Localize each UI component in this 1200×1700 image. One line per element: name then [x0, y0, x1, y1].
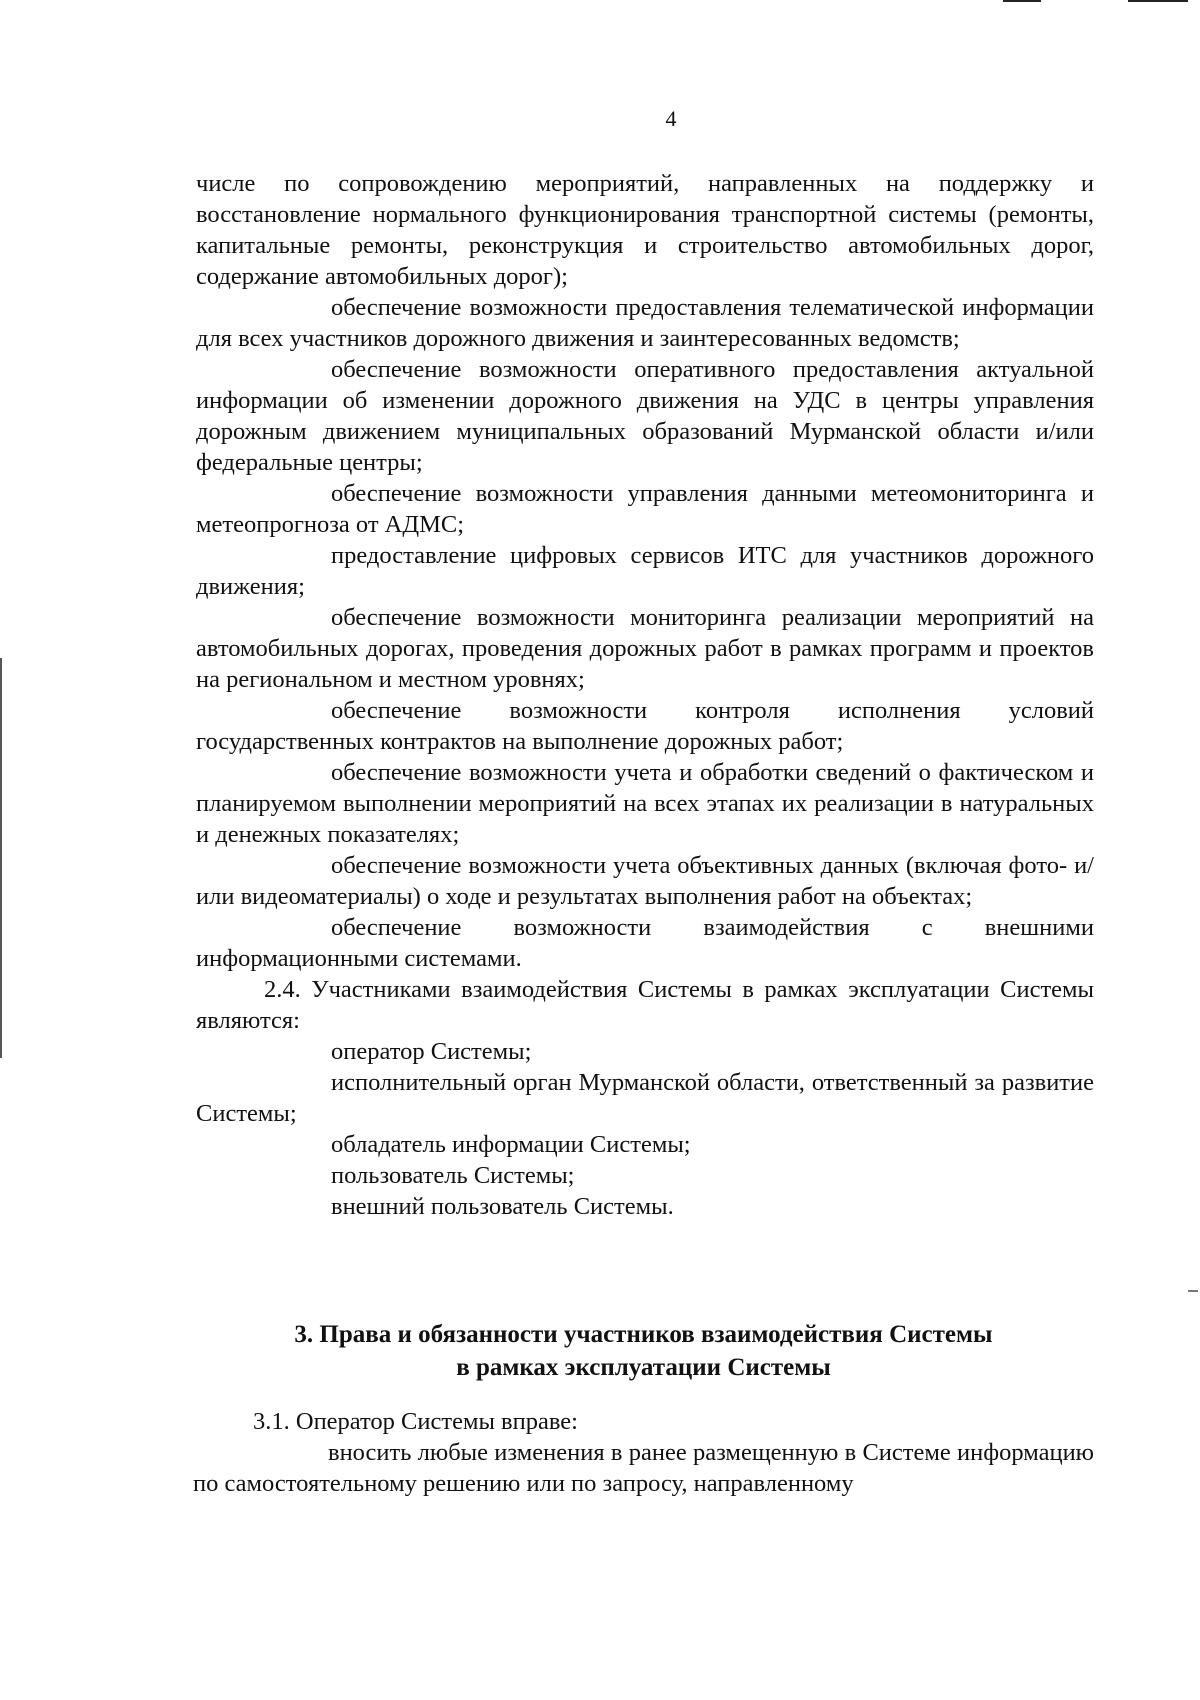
paragraph: обеспечение возможности учета и обработки сведений о фактическом и планируемом выполнении мероприятий на всех этапах их реализации в натуральных и денежных показателях;	[196, 759, 1094, 848]
scan-edge-mark	[1003, 0, 1041, 2]
page-number: 4	[665, 106, 677, 131]
paragraph: обеспечение возможности предоставления телематической информации для всех участников дорожного движения и заинтересованных ведомств;	[196, 294, 1094, 352]
list-item: пользователь Системы;	[331, 1162, 575, 1189]
paragraph: обеспечение возможности взаимодействия с внешними информационными системами.	[196, 914, 1094, 972]
list-item: оператор Системы;	[331, 1038, 532, 1065]
paragraph: 3.1. Оператор Системы вправе:	[253, 1408, 578, 1435]
section-body	[193, 1406, 1094, 1499]
scan-edge-mark	[0, 658, 2, 1058]
section-heading	[193, 1318, 1094, 1384]
paragraph: 2.4. Участниками взаимодействия Системы в рамках эксплуатации Системы являются:	[196, 976, 1094, 1034]
list-item: исполнительный орган Мурманской области, ответственный за развитие Системы;	[196, 1069, 1094, 1127]
list-item: обладатель информации Системы;	[331, 1131, 691, 1158]
paragraph: обеспечение возможности мониторинга реализации мероприятий на автомобильных дорогах, проведения дорожных работ в рамках программ и проектов на региональном и местном уровнях;	[196, 604, 1094, 693]
list-item: внешний пользователь Системы.	[331, 1193, 674, 1220]
section-heading-line-2: в рамках эксплуатации Системы	[456, 1354, 831, 1381]
scan-edge-mark	[1188, 1290, 1198, 1292]
paragraph: вносить любые изменения в ранее размещенную в Системе информацию по самостоятельному решению или по запросу, направленному	[193, 1439, 1094, 1497]
paragraph: обеспечение возможности контроля исполнения условий государственных контрактов на выполнение дорожных работ;	[196, 697, 1094, 755]
paragraph: предоставление цифровых сервисов ИТС для участников дорожного движения;	[196, 542, 1094, 600]
paragraph: обеспечение возможности оперативного предоставления актуальной информации об изменении дорожного движения на УДС в центры управления дорожным движением муниципальных образований Мурманской области и/или федеральные центры;	[196, 356, 1094, 476]
paragraph: обеспечение возможности управления данными метеомониторинга и метеопрогноза от АДМС;	[196, 480, 1094, 538]
scan-edge-mark	[1128, 0, 1188, 2]
section-heading-line-1: 3. Права и обязанности участников взаимодействия Системы	[294, 1321, 993, 1348]
document-body	[196, 168, 1094, 1222]
paragraph: числе по сопровождению мероприятий, направленных на поддержку и восстановление нормального функционирования транспортной системы (ремонты, капитальные ремонты, реконструкция и строительство автомобильных дорог, содержание автомобильных дорог);	[196, 170, 1094, 290]
paragraph: обеспечение возможности учета объективных данных (включая фото- и/или видеоматериалы) о ходе и результатах выполнения работ на объектах;	[196, 852, 1094, 910]
